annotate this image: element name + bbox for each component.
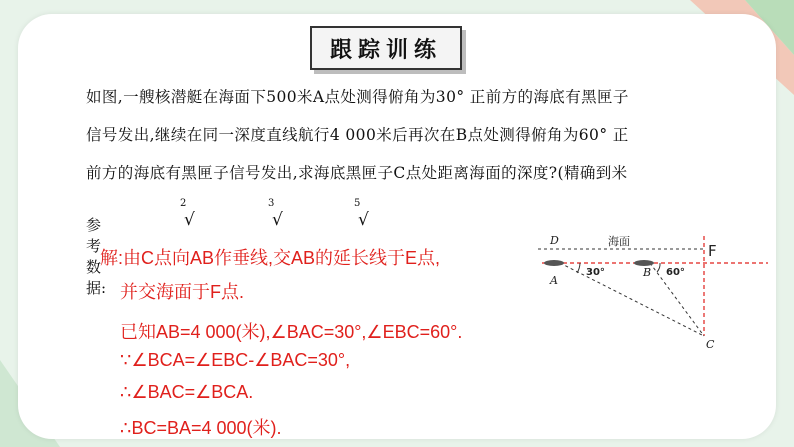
- angle-a-label: 30°: [586, 267, 605, 278]
- solution-line: 并交海面于F点.: [120, 282, 244, 302]
- problem-line: 如图,一艘核潜艇在海面下500米A点处测得俯角为30° 正前方的海底有黑匣子: [86, 88, 629, 106]
- sqrt-symbol: √: [184, 210, 195, 230]
- problem-text: [86, 78, 716, 192]
- solution-line: ∴∠BAC=∠BCA.: [120, 382, 254, 402]
- angle-b-arc: [657, 263, 660, 272]
- label-a: A: [550, 274, 558, 287]
- root-index: 2: [180, 198, 187, 209]
- angle-a-arc: [577, 263, 580, 273]
- title-box: [310, 26, 462, 70]
- problem-line: 信号发出,继续在同一深度直线航行4 000米后再次在B点处测得俯角为60° 正: [86, 126, 629, 144]
- problem-line: 前方的海底有黑匣子信号发出,求海底黑匣子C点处距离海面的深度?(精确到米: [86, 164, 628, 182]
- label-sea: 海面: [608, 235, 630, 248]
- label-b: B: [643, 266, 652, 279]
- solution-line: 已知AB=4 000(米),∠BAC=30°,∠EBC=60°.: [120, 322, 463, 342]
- solution-line: ∵∠BCA=∠EBC-∠BAC=30°,: [120, 350, 351, 370]
- root-index: 3: [268, 198, 275, 209]
- sqrt-symbol: √: [272, 210, 283, 230]
- label-f: F: [708, 242, 717, 260]
- geometry-diagram: [510, 226, 772, 356]
- angle-b-label: 60°: [666, 267, 685, 278]
- label-d: D: [550, 234, 559, 247]
- label-c: C: [706, 338, 715, 351]
- solution-line: ∴BC=BA=4 000(米).: [120, 418, 282, 438]
- root-index: 5: [354, 198, 361, 209]
- sqrt-symbol: √: [358, 210, 369, 230]
- reference-label: 参考数据:: [86, 216, 107, 297]
- page-title: 跟踪训练: [329, 36, 442, 63]
- submarine-a-icon: [544, 260, 564, 266]
- solution-line: 解:由C点向AB作垂线,交AB的延长线于E点,: [100, 248, 441, 268]
